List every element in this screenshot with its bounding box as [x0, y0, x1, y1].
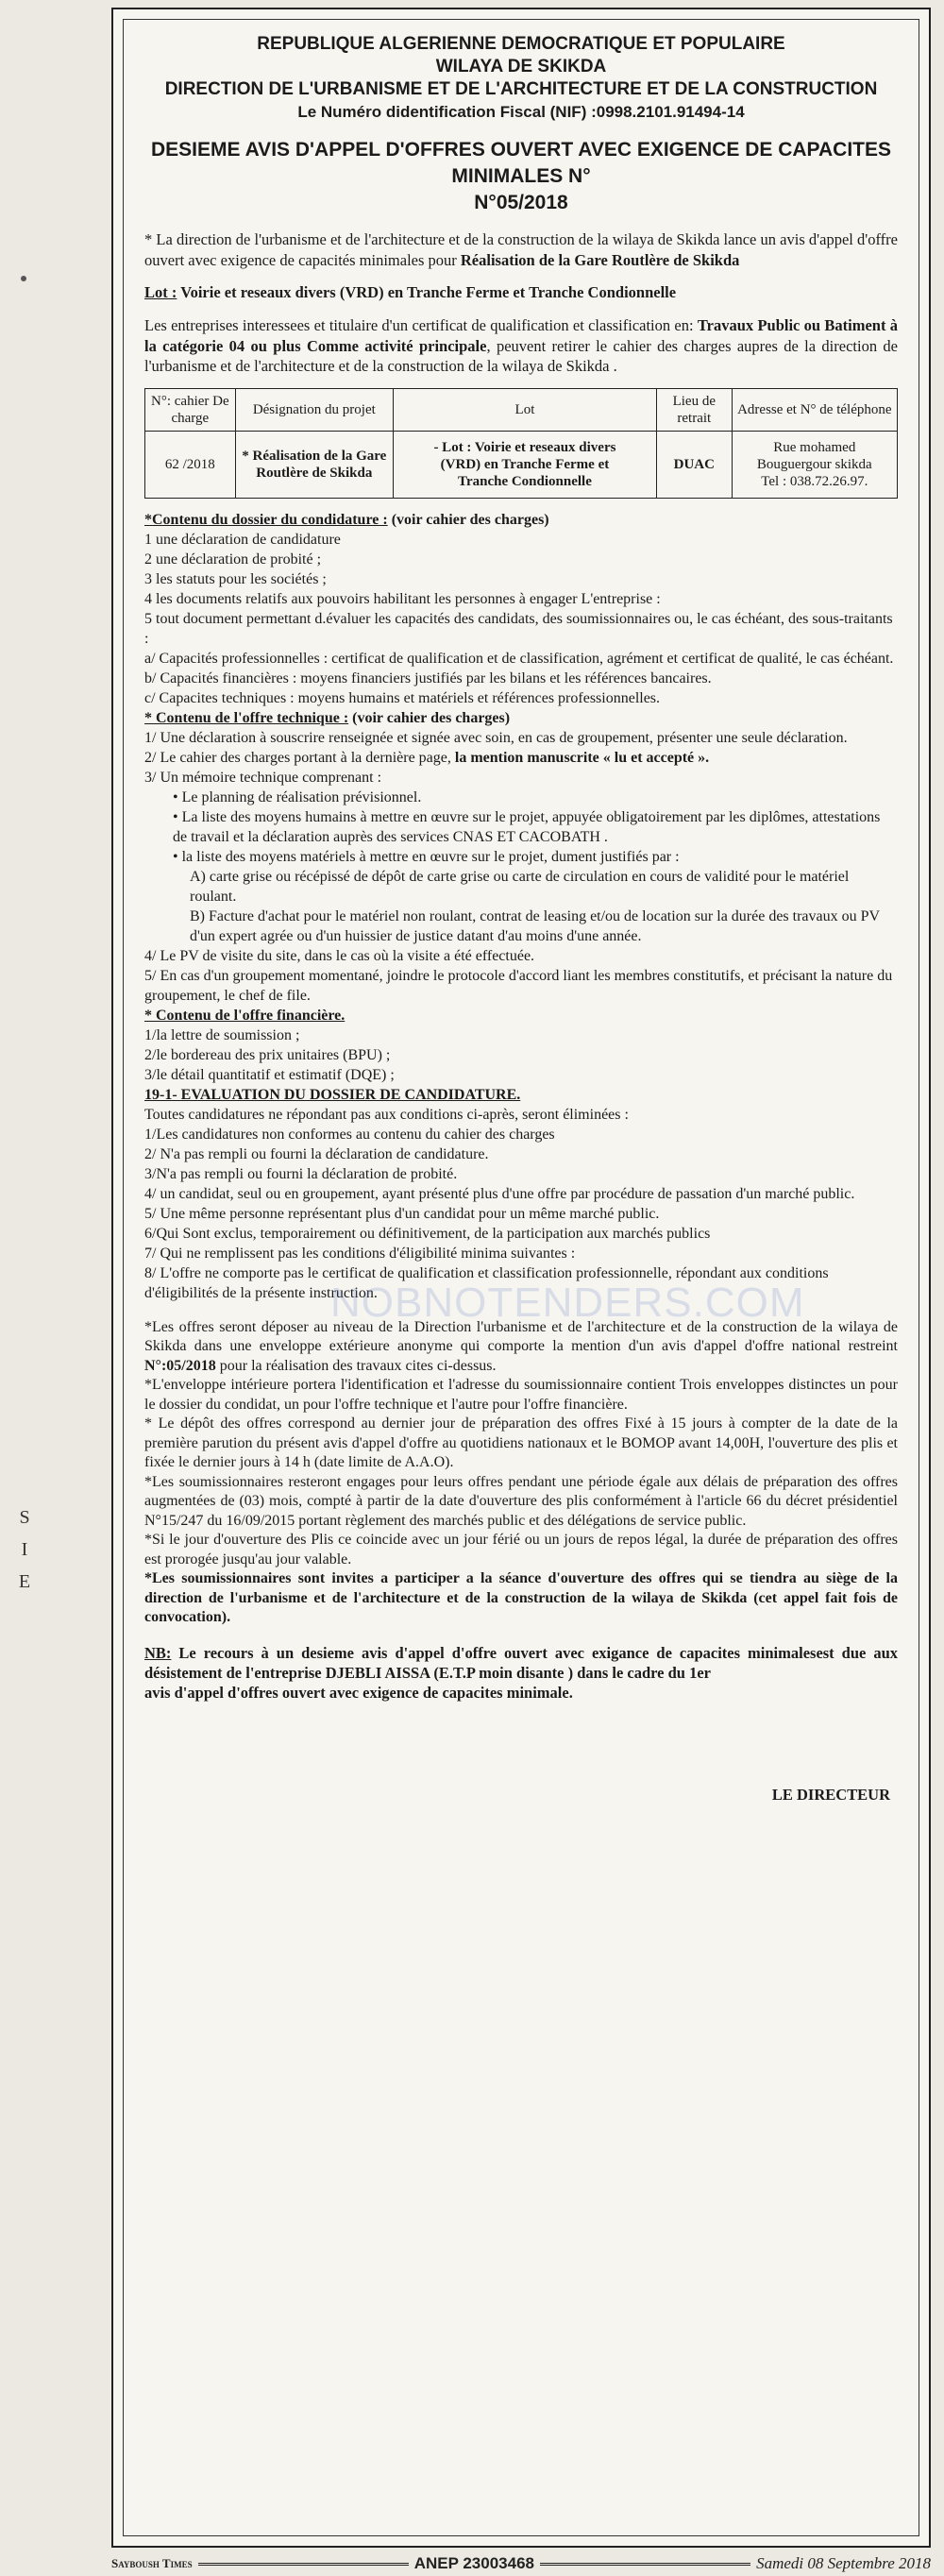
nb-line-1 [144, 1643, 898, 1683]
tender-notice [111, 8, 931, 2548]
notice-title [144, 137, 898, 216]
table-header-row [145, 388, 898, 431]
evaluation-heading: 19-1- EVALUATION DU DOSSIER DE CANDIDATURE. [144, 1086, 521, 1103]
header-wilaya: WILAYA DE SKIKDA [435, 57, 607, 76]
intro-paragraph [144, 229, 898, 270]
header-nif: Le Numéro didentification Fiscal (NIF) :0998.2101.91494-14 [297, 103, 745, 121]
table-row [145, 431, 898, 498]
bullet-item: • La liste des moyens humains à mettre en œuvre sur le projet, appuyée obligatoirement par les diplômes, attestations de travail et la déclaration auprès des services CNAS ET CACOBATH . [144, 807, 898, 847]
nb-text: Le recours à un desieme avis d'appel d'offre ouvert avec exigance de capacites minimalesest due aux désistement de l'entreprise DJEBLI AISSA (E.T.P moin disante ) dans le cadre du 1er [144, 1643, 898, 1682]
note-invitation: *Les soumissionnaires sont invites a participer a la séance d'ouverture des offres qui se tiendra au siège de la direction de l'urbanisme et de l'architecture et de la construction de la wilaya de Skikda (cet appel fait fois de convocation). [144, 1570, 898, 1625]
cell-lot: - Lot : Voirie et reseaux divers (VRD) en Tranche Ferme et Tranche Condionnelle [393, 431, 656, 498]
list-item: 2/le bordereau des prix unitaires (BPU) ; [144, 1046, 391, 1063]
intro-text: * La direction de l'urbanisme et de l'architecture et de la construction de la wilaya de Skikda lance un avis d'appel d'offre ouvert avec exigence de capacités minimales pour [144, 230, 898, 269]
notes-section [144, 1318, 898, 1628]
list-item: 3/le détail quantitatif et estimatif (DQE) ; [144, 1066, 395, 1083]
list-item: 6/Qui Sont exclus, temporairement ou définitivement, de la participation aux marchés publics [144, 1225, 711, 1242]
margin-dot [21, 276, 26, 281]
list-item: 1/ Une déclaration à souscrire renseignée et signée avec soin, en cas de groupement, présenter une seule déclaration. [144, 729, 848, 746]
list-item: 7/ Qui ne remplissent pas les conditions d'éligibilité minima suivantes : [144, 1245, 576, 1262]
list-item: 1/Les candidatures non conformes au contenu du cahier des charges [144, 1126, 555, 1143]
list-item [144, 748, 898, 768]
list-item: 1/la lettre de soumission ; [144, 1026, 300, 1043]
nb-label: NB: [144, 1643, 172, 1662]
watermark: NOBNOTENDERS.COM [330, 1280, 805, 1326]
header [144, 33, 898, 124]
col-cahier: N°: cahier De charge [145, 388, 236, 431]
eligibility-text-2: , peuvent retirer le cahier des charges aupres de la direction de l'urbanisme et de l'architecture et de la construction de la wilaya de Skikda . [144, 336, 898, 375]
dossier-heading [144, 510, 898, 530]
list-item: 2/ N'a pas rempli ou fourni la déclaration de candidature. [144, 1145, 489, 1162]
header-republic: REPUBLIQUE ALGERIENNE DEMOCRATIQUE ET POPULAIRE [257, 34, 785, 54]
margin-mark [15, 1501, 34, 1598]
financiere-heading: * Contenu de l'offre financière. [144, 1007, 346, 1024]
sub-item: B) Facture d'achat pour le matériel non roulant, contrat de leasing et/ou de location sur la durée des travaux ou PV d'un expert agrée ou d'un huissier de justice datant d'au moins d'une année. [190, 907, 880, 944]
note-validity: *Les soumissionnaires resteront engages pour leurs offres pendant une période égale aux délais de préparation des offres augmentées de (03) mois, compté à partir de la date d'ouverture des plis conformément à l'article 66 du décret présidentiel N°15/247 du 16/09/2015 portant règlement des marchés public et des délégations de service public. [144, 1473, 898, 1529]
col-lieu: Lieu de retrait [656, 388, 732, 431]
list-item: a/ Capacités professionnelles : certificat de qualification et de classification, agrément et certificat de qualité, le cas échéant. [144, 650, 894, 667]
margin-letter: S [19, 1507, 30, 1528]
withdrawal-table [144, 388, 898, 499]
bullet-item: • la liste des moyens matériels à mettre en œuvre sur le projet, dument justifiés par : [144, 847, 898, 867]
notice-frame [123, 19, 919, 2536]
dossier-heading-suffix: (voir cahier des charges) [387, 511, 549, 528]
item-2-mention: la mention manuscrite « lu et accepté ». [454, 749, 710, 766]
list-item: 5/ Une même personne représentant plus d'un candidat pour un même marché public. [144, 1205, 660, 1222]
address-text: Rue mohamed Bouguergour skikda [756, 439, 872, 472]
lot-text: Voirie et reseaux divers (VRD) en Tranche Ferme et Tranche Condionnelle [177, 283, 677, 301]
list-item: 4/ un candidat, seul ou en groupement, ayant présenté plus d'une offre par procédure de passation d'un marché public. [144, 1185, 855, 1202]
lot-line [144, 283, 898, 302]
note-envelope: *L'enveloppe intérieure portera l'identification et l'adresse du soumissionnaire contient Trois enveloppes distinctes un pour le dossier du condidat, un pour l'offre technique et l'autre pour l'offre financière. [144, 1377, 898, 1413]
item-2-text: 2/ Le cahier des charges portant à la dernière page, [144, 749, 455, 766]
sub-item: A) carte grise ou récépissé de dépôt de carte grise ou carte de circulation en cours de validité pour le matériel roulant. [190, 868, 850, 905]
bullet-item: • Le planning de réalisation prévisionnel. [144, 788, 898, 807]
cell-num: 62 /2018 [145, 431, 236, 498]
note-holiday: *Si le jour d'ouverture des Plis ce coincide avec un jour férié ou un jours de repos légal, la durée de préparation des offres est prorogée jusqu'au jour valable. [144, 1532, 898, 1568]
note-deposit-end: pour la réalisation des travaux cites ci-dessus. [215, 1357, 497, 1374]
cell-lieu: DUAC [656, 431, 732, 498]
lot-label: Lot : [144, 283, 177, 301]
col-designation: Désignation du projet [235, 388, 393, 431]
list-item: 1 une déclaration de candidature [144, 531, 341, 548]
list-item: 2 une déclaration de probité ; [144, 551, 322, 568]
cell-adresse [732, 431, 897, 498]
margin-letter: I [21, 1539, 28, 1560]
eligibility-category: Travaux Public ou Batiment à la catégorie 04 ou plus Comme activité principale [144, 316, 898, 355]
technique-heading [144, 708, 898, 728]
evaluation-section [144, 1085, 898, 1303]
evaluation-intro: Toutes candidatures ne répondant pas aux conditions ci-après, seront éliminées : [144, 1106, 629, 1123]
margin-letter: E [18, 1571, 31, 1592]
nb-line-2: avis d'appel d'offres ouvert avec exigence de capacites minimale. [144, 1683, 573, 1702]
list-item: 4/ Le PV de visite du site, dans le cas où la visite a été effectuée. [144, 947, 535, 964]
technique-section [144, 708, 898, 1006]
eligibility-text-1: Les entreprises interessees et titulaire d'un certificat de qualification et classification en: [144, 316, 698, 334]
title-line-2: N°05/2018 [474, 192, 568, 213]
note-deadline: * Le dépôt des offres correspond au dernier jour de préparation des offres Fixé à 15 jours à compter de la date de la première parution du présent avis d'appel d'offre au quotidiens nationaux et le BOMOP avant 14,00H, l'ouverture des plis et fixée le dernier jours à 14 h (date limite de A.A.O). [144, 1415, 898, 1470]
header-direction: DIRECTION DE L'URBANISME ET DE L'ARCHITECTURE ET DE LA CONSTRUCTION [164, 79, 878, 99]
phone-text: Tel : 038.72.26.97. [761, 473, 868, 489]
list-item: 8/ L'offre ne comporte pas le certificat de qualification et classification professionnelle, répondant aux conditions d'éligibilités de la présente instruction. [144, 1264, 829, 1301]
financiere-section [144, 1006, 898, 1085]
note-deposit-text: *Les offres seront déposer au niveau de la Direction l'urbanisme et de l'architecture et de la construction de la wilaya de Skikda dans une enveloppe extérieure anonyme qui comporte la mention d'un avis d'appel d'offre national restreint [144, 1318, 898, 1354]
nb-paragraph [144, 1643, 898, 1703]
publication-date: Samedi 08 Septembre 2018 [756, 2554, 932, 2572]
title-line-1: DESIEME AVIS D'APPEL D'OFFRES OUVERT AVEC EXIGENCE DE CAPACITES MINIMALES N° [151, 139, 891, 187]
list-item: 3/ Un mémoire technique comprenant : [144, 769, 382, 786]
list-item: 5 tout document permettant d.évaluer les capacités des candidats, des soumissionnaires ou, le cas échéant, des sous-traitants : [144, 610, 893, 647]
col-adresse: Adresse et N° de téléphone [732, 388, 897, 431]
intro-project: Réalisation de la Gare Routlère de Skikda [460, 250, 740, 269]
technique-heading-text: * Contenu de l'offre technique : [144, 709, 349, 726]
list-item: 3 les statuts pour les sociétés ; [144, 570, 327, 587]
publication-name: Sayboush Times [111, 2556, 193, 2570]
list-item: c/ Capacites techniques : moyens humains et matériels et références professionnelles. [144, 689, 661, 706]
list-item: 3/N'a pas rempli ou fourni la déclaration de probité. [144, 1165, 458, 1182]
footer-rule [540, 2563, 750, 2566]
anep-number: ANEP 23003468 [413, 2554, 534, 2572]
list-item: 4 les documents relatifs aux pouvoirs habilitant les personnes à engager L'entreprise : [144, 590, 661, 607]
col-lot: Lot [393, 388, 656, 431]
note-deposit-ref: N°:05/2018 [144, 1357, 216, 1374]
technique-heading-suffix: (voir cahier des charges) [348, 709, 511, 726]
list-item: 5/ En cas d'un groupement momentané, joindre le protocole d'accord liant les membres constitutifs, et précisant la nature du groupement, le chef de file. [144, 967, 893, 1004]
list-item: b/ Capacités financières : moyens financiers justifiés par les bilans et les références bancaires. [144, 669, 712, 686]
cell-designation: * Réalisation de la Gare Routlère de Skikda [235, 431, 393, 498]
footer-rule [198, 2563, 409, 2566]
newspaper-footer [111, 2554, 931, 2573]
eligibility-paragraph [144, 315, 898, 377]
dossier-heading-text: *Contenu du dossier du condidature : [144, 511, 388, 528]
signature: LE DIRECTEUR [771, 1785, 890, 1804]
dossier-section [144, 510, 898, 708]
